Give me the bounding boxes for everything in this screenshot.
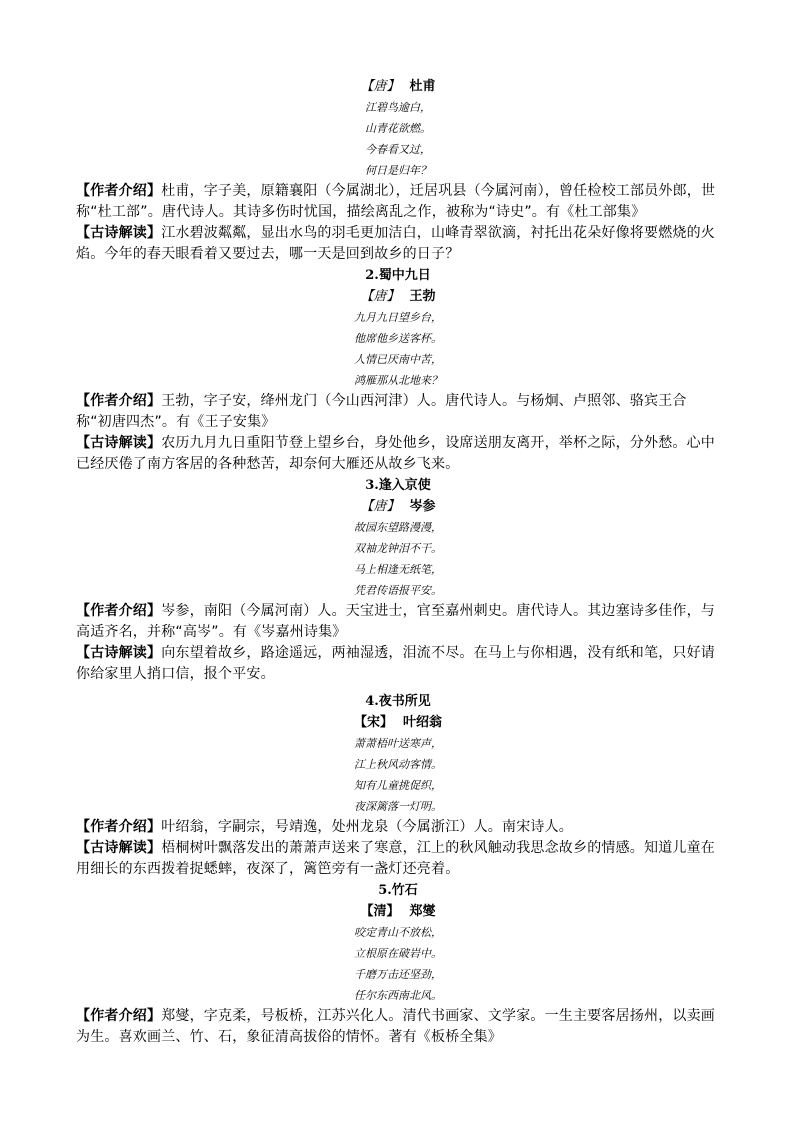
author-name: 郑燮 bbox=[409, 904, 436, 919]
author-name: 岑参 bbox=[409, 499, 436, 514]
poem-dynasty-author bbox=[76, 712, 720, 733]
poem-section-1 bbox=[76, 76, 720, 265]
author-intro-text: 叶绍翁，字嗣宗，号靖逸，处州龙泉（今属浙江）人。南宋诗人。 bbox=[161, 819, 574, 835]
author-intro-label: 【作者介绍】 bbox=[76, 183, 162, 199]
interpretation-text: 梧桐树叶飘落发出的萧萧声送来了寒意，江上的秋风触动我思念故乡的情感。知道儿童在用细长的东西拨着捉蟋蟀，夜深了，篱笆旁有一盏灯还亮着。 bbox=[76, 840, 716, 877]
poem-line: 马上相逢无纸笔， bbox=[354, 563, 442, 576]
dynasty-label: 【唐】 bbox=[360, 499, 400, 514]
poem-interpretation bbox=[76, 643, 720, 685]
poem-dynasty-author bbox=[76, 286, 720, 307]
poem-line: 故园东望路漫漫， bbox=[354, 521, 442, 534]
interpretation-label: 【古诗解读】 bbox=[76, 645, 162, 661]
poem-line: 他席他乡送客杯。 bbox=[354, 332, 442, 345]
poem-line: 九月九日望乡台， bbox=[354, 311, 442, 324]
poem-dynasty-author bbox=[76, 901, 720, 922]
dynasty-label: 【清】 bbox=[360, 904, 400, 919]
poem-line: 江上秋风动客情。 bbox=[354, 758, 442, 771]
poem-section-3 bbox=[76, 475, 720, 685]
interpretation-text: 农历九月九日重阳节登上望乡台，身处他乡，设席送朋友离开，举杯之际，分外愁。心中已经厌倦了南方客居的各种愁苦，却奈何大雁还从故乡飞来。 bbox=[76, 435, 716, 472]
interpretation-label: 【古诗解读】 bbox=[76, 840, 162, 856]
poem-line: 咬定青山不放松， bbox=[354, 926, 442, 939]
poem-line: 何日是归年？ bbox=[365, 164, 431, 177]
author-intro bbox=[76, 601, 720, 643]
document-page bbox=[76, 76, 720, 1048]
poem-line: 凭君传语报平安。 bbox=[354, 584, 442, 597]
poem-dynasty-author bbox=[76, 76, 720, 97]
poem-line: 双袖龙钟泪不干。 bbox=[354, 542, 442, 555]
poem-line: 山青花欲燃。 bbox=[365, 122, 431, 135]
author-intro-label: 【作者介绍】 bbox=[76, 393, 162, 409]
dynasty-label: 【宋】 bbox=[353, 715, 393, 730]
author-intro-label: 【作者介绍】 bbox=[76, 819, 162, 835]
poem-line: 人情已厌南中苦， bbox=[354, 353, 442, 366]
poem-dynasty-author bbox=[76, 496, 720, 517]
poem-interpretation bbox=[76, 223, 720, 265]
poem-line: 今春看又过， bbox=[365, 143, 431, 156]
poem-line: 鸿雁那从北地来？ bbox=[354, 374, 442, 387]
author-name: 王勃 bbox=[409, 289, 436, 304]
author-intro bbox=[76, 1006, 720, 1048]
author-intro-label: 【作者介绍】 bbox=[76, 1008, 162, 1024]
poem-section-5 bbox=[76, 880, 720, 1048]
poem-line: 千磨万击还坚劲， bbox=[354, 968, 442, 981]
author-intro-text: 郑燮，字克柔，号板桥，江苏兴化人。清代书画家、文学家。一生主要客居扬州，以卖画为生。喜欢画兰、竹、石，象征清高拔俗的情怀。著有《板桥全集》 bbox=[76, 1008, 716, 1045]
poem-title: 4.夜书所见 bbox=[365, 694, 431, 709]
poem-line: 立根原在破岩中。 bbox=[354, 947, 442, 960]
dynasty-label: 【唐】 bbox=[360, 289, 400, 304]
poem-title: 2.蜀中九日 bbox=[365, 268, 431, 283]
poem-section-2 bbox=[76, 265, 720, 475]
interpretation-text: 江水碧波粼粼，显出水鸟的羽毛更加洁白，山峰青翠欲滴，衬托出花朵好像将要燃烧的火焰。今年的春天眼看着又要过去，哪一天是回到故乡的日子？ bbox=[76, 225, 716, 262]
poem-line: 知有儿童挑促织， bbox=[354, 779, 442, 792]
poem-title: 3.逢入京使 bbox=[365, 478, 431, 493]
author-intro bbox=[76, 817, 720, 838]
interpretation-text: 向东望着故乡，路途遥远，两袖湿透，泪流不尽。在马上与你相遇，没有纸和笔，只好请你给家里人捎口信，报个平安。 bbox=[76, 645, 716, 682]
poem-interpretation bbox=[76, 838, 720, 880]
author-intro-label: 【作者介绍】 bbox=[76, 603, 162, 619]
poem-line: 任尔东西南北风。 bbox=[354, 989, 442, 1002]
poem-line: 夜深篱落一灯明。 bbox=[354, 800, 442, 813]
poem-interpretation bbox=[76, 433, 720, 475]
author-name: 杜甫 bbox=[409, 79, 436, 94]
interpretation-label: 【古诗解读】 bbox=[76, 435, 162, 451]
author-intro-text: 王勃，字子安，绛州龙门（今山西河津）人。唐代诗人。与杨炯、卢照邻、骆宾王合称“初唐四杰”。有《王子安集》 bbox=[76, 393, 687, 430]
author-intro bbox=[76, 181, 720, 223]
poem-line: 江碧鸟逾白， bbox=[365, 101, 431, 114]
poem-title: 5.竹石 bbox=[378, 883, 418, 898]
author-intro-text: 岑参，南阳（今属河南）人。天宝进士，官至嘉州刺史。唐代诗人。其边塞诗多佳作，与高适齐名，并称“高岑”。有《岑嘉州诗集》 bbox=[76, 603, 716, 640]
dynasty-label: 【唐】 bbox=[360, 79, 400, 94]
interpretation-label: 【古诗解读】 bbox=[76, 225, 162, 241]
author-intro bbox=[76, 391, 720, 433]
poem-line: 萧萧梧叶送寒声， bbox=[354, 737, 442, 750]
poem-section-4 bbox=[76, 691, 720, 880]
author-intro-text: 杜甫，字子美，原籍襄阳（今属湖北），迁居巩县（今属河南），曾任检校工部员外郎，世称“杜工部”。唐代诗人。其诗多伤时忧国，描绘离乱之作，被称为“诗史”。有《杜工部集》 bbox=[76, 183, 716, 220]
author-name: 叶绍翁 bbox=[403, 715, 443, 730]
